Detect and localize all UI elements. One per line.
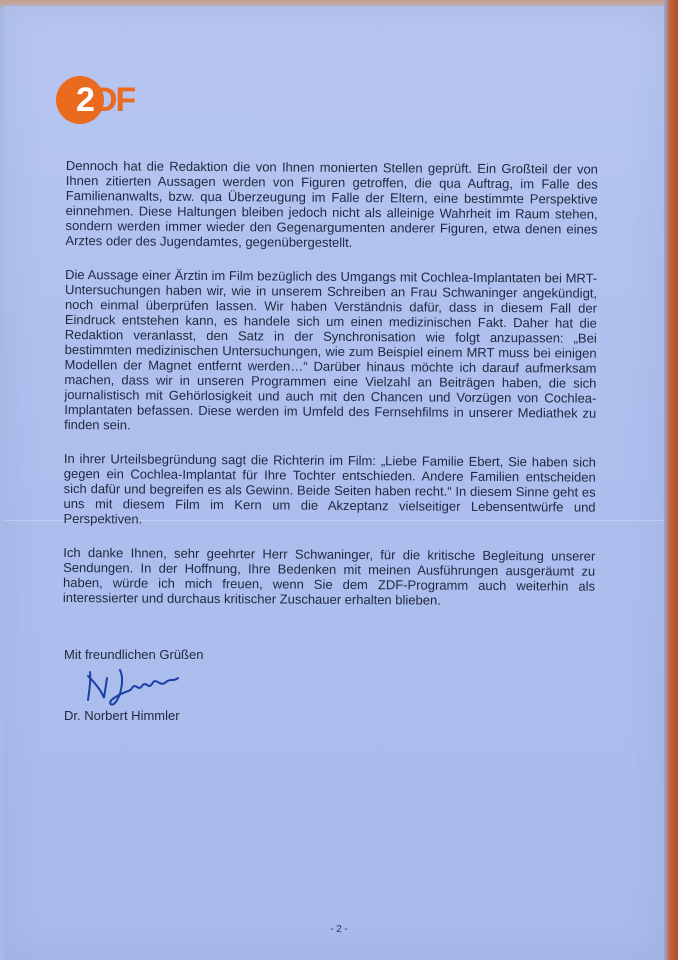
zdf-logo-text: 2DF — [76, 81, 135, 119]
handwritten-signature — [80, 662, 200, 708]
zdf-logo — [56, 76, 156, 126]
closing-salutation: Mit freundlichen Grüßen — [64, 647, 204, 662]
page-number: - 2 - — [330, 924, 348, 935]
paper-right-edge — [664, 0, 678, 960]
signer-name: Dr. Norbert Himmler — [64, 708, 180, 723]
paragraph-review: Dennoch hat die Redaktion die von Ihnen monierten Stellen geprüft. Ein Großteil der von Ihnen zitierten Aussagen werden von Figuren getroffen, die qua Auftrag, im Falle des Familienanwalts, bzw. qua Überzeugung im Falle der Eltern, eine bestimmte Perspektive einnehmen. Diese Haltungen bleiben jedoch nicht als alleinige Wahrheit im Raum stehen, sondern werden immer wieder den Gegenargumenten anderer Figuren, etwa denen eines Arztes oder des Jugendamtes, gegenübergestellt. — [65, 158, 598, 251]
paragraph-mrt: Die Aussage einer Ärztin im Film bezüglich des Umgangs mit Cochlea-Implantaten bei MRT-Untersuchungen haben wir, wie in unserem Schreiben an Frau Schwaninger angekündigt, noch einmal überprüfen lassen. Wir haben Verständnis dafür, dass in diesem Fall der Eindruck entstehen kann, es handele sich um einen medizinischen Fakt. Daher hat die Redaktion veranlasst, den Satz in der Synchronisation wie folgt anzupassen: „Bei bestimmten medizinischen Untersuchungen, wie zum Beispiel einem MRT muss bei einigen Modellen der Magnet entfernt werden…“ Darüber hinaus möchte ich darauf aufmerksam machen, dass wir in unseren Programmen eine Vielzahl an Beiträgen haben, die sich journalistisch mit Gehörlosigkeit und auch mit den Chancen und Vorzügen von Cochlea-Implantaten befassen. Diese werden im Umfeld des Fernsehfilms in unserer Mediathek zu finden sein. — [64, 266, 598, 433]
paragraph-thanks: Ich danke Ihnen, sehr geehrter Herr Schwaninger, für die kritische Begleitung unserer Sendungen. In der Hoffnung, Ihre Bedenken mit meinen Ausführungen ausgeräumt zu haben, würde ich mich freuen, wenn Sie dem ZDF-Programm auch weiterhin als interessierter und durchaus kritischer Zuschauer erhalten blieben. — [62, 544, 596, 608]
letter-body — [63, 158, 598, 628]
paragraph-verdict: In ihrer Urteilsbegründung sagt die Richterin im Film: „Liebe Familie Ebert, Sie haben sich gegen ein Cochlea-Implantat für Ihre Tochter entschieden. Andere Familien entscheiden sich dafür und begreifen es als Gewinn. Beide Seiten haben recht.“ In diesem Sinne geht es uns mit diesem Film im Kern um die Akzeptanz vielseitiger Lebensentwürfe und Perspektiven. — [63, 450, 596, 527]
